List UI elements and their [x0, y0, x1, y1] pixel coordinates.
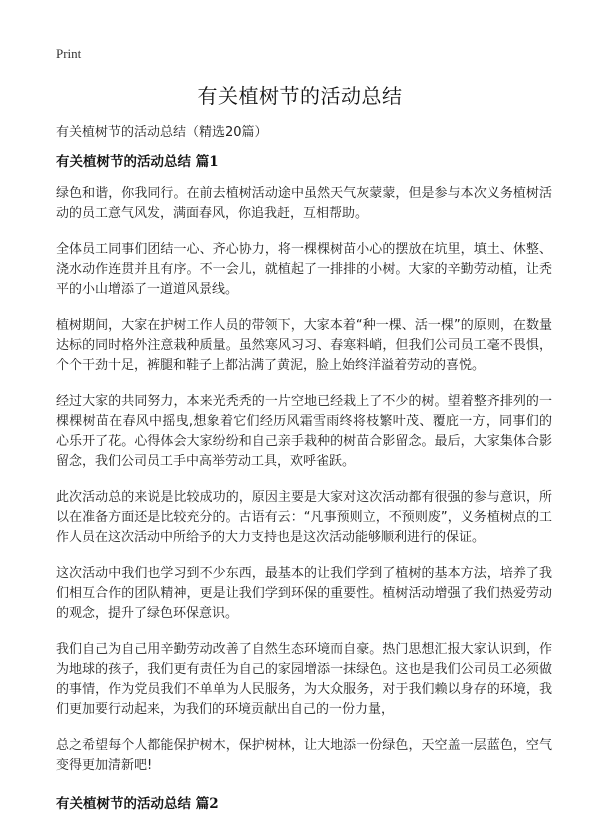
paragraph-5: 此次活动总的来说是比较成功的，原因主要是大家对这次活动都有很强的参与意识，所以在准备方面还是比较充分的。古语有云：“凡事预则立，不预则废”，义务植树点的工作人员在这次活动中所给予的大力支持也是这次活动能够顺利进行的保证。 — [56, 490, 552, 545]
document-subtitle: 有关植树节的活动总结（精选20篇） — [56, 125, 268, 140]
paragraph-3: 植树期间，大家在护树工作人员的带领下，大家本着“种一棵、活一棵”的原则，在数量达标的同时格外注意栽种质量。虽然寒风习习、春寒料峭，但我们公司员工毫不畏惧，个个干劲十足，裤腿和鞋子上都沾满了黄泥，脸上始终洋溢着劳动的喜悦。 — [56, 318, 552, 373]
section-heading-1: 有关植树节的活动总结 篇1 — [56, 154, 219, 170]
section-heading-2: 有关植树节的活动总结 篇2 — [56, 796, 219, 812]
paragraph-2: 全体员工同事们团结一心、齐心协力，将一棵棵树苗小心的摆放在坑里，填土、休整、浇水动作连贯并且有序。不一会儿，就植起了一排排的小树。大家的辛勤劳动植，让秃平的小山增添了一道道风景线。 — [56, 242, 552, 297]
page-title: 有关植树节的活动总结 — [197, 84, 403, 108]
paragraph-6: 这次活动中我们也学习到不少东西，最基本的让我们学到了植树的基本方法，培养了我们相互合作的团队精神，更是让我们学到环保的重要性。植树活动增强了我们热爱劳动的观念，提升了绿色环保意识。 — [56, 566, 552, 621]
paragraph-4: 经过大家的共同努力，本来光秃秃的一片空地已经栽上了不少的树。望着整齐排列的一棵棵树苗在春风中摇曳,想象着它们经历风霜雪雨终将枝繁叶茂、覆庇一方，同事们的心乐开了花。心得体会大家纷纷和自己亲手栽种的树苗合影留念。最后，大家集体合影留念，我们公司员工手中高举劳动工具，欢呼雀跃。 — [56, 394, 552, 469]
paragraph-7: 我们自己为自己用辛勤劳动改善了自然生态环境而自豪。热门思想汇报大家认识到，作为地球的孩子，我们更有责任为自己的家园增添一抹绿色。这也是我们公司员工必须做的事情，作为党员我们不单单为人民服务，为大众服务，对于我们赖以身存的环境，我们更加要行动起来，为我们的环境贡献出自己的一份力量， — [56, 642, 552, 717]
paragraph-8: 总之希望每个人都能保护树木，保护树林，让大地添一份绿色，天空盖一层蓝色，空气变得更加清新吧! — [56, 738, 552, 773]
article-body — [56, 150, 552, 826]
print-link[interactable]: Print — [56, 46, 82, 61]
paragraph-1: 绿色和谐，你我同行。在前去植树活动途中虽然天气灰蒙蒙，但是参与本次义务植树活动的员工意气风发，满面春风，你追我赶，互相帮助。 — [56, 186, 552, 221]
